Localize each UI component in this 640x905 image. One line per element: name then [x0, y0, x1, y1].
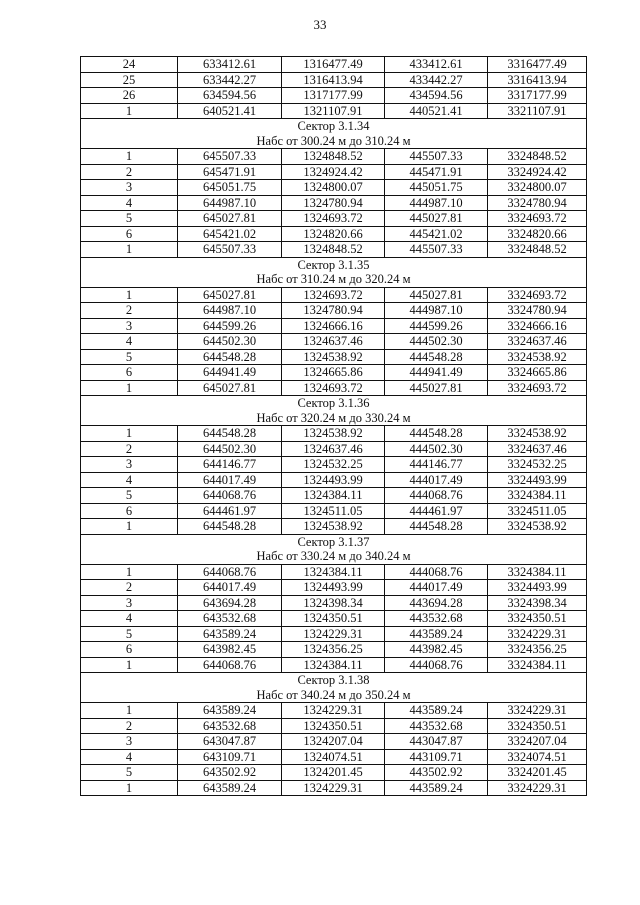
- coordinate-cell: 444068.76: [385, 657, 488, 673]
- coordinate-cell: 643532.68: [178, 611, 282, 627]
- coordinate-cell: 444599.26: [385, 318, 488, 334]
- coordinate-cell: 1324350.51: [282, 611, 385, 627]
- coordinate-cell: 443109.71: [385, 749, 488, 765]
- coordinate-cell: 1316477.49: [282, 57, 385, 73]
- coordinate-cell: 1316413.94: [282, 72, 385, 88]
- coordinate-cell: 3324665.86: [488, 365, 587, 381]
- coordinate-cell: 1324538.92: [282, 426, 385, 442]
- point-number-cell: 6: [81, 226, 178, 242]
- table-row: [81, 564, 587, 580]
- coordinate-cell: 443532.68: [385, 611, 488, 627]
- point-number-cell: 4: [81, 611, 178, 627]
- table-row: [81, 765, 587, 781]
- coordinate-cell: 443982.45: [385, 642, 488, 658]
- coordinate-cell: 633442.27: [178, 72, 282, 88]
- point-number-cell: 1: [81, 103, 178, 119]
- point-number-cell: 1: [81, 780, 178, 796]
- coordinate-cell: 633412.61: [178, 57, 282, 73]
- coordinate-cell: 433412.61: [385, 57, 488, 73]
- coordinate-cell: 3324398.34: [488, 595, 587, 611]
- coordinate-cell: 3324229.31: [488, 626, 587, 642]
- coordinate-cell: 644502.30: [178, 441, 282, 457]
- coordinate-cell: 3324511.05: [488, 503, 587, 519]
- sector-title-row: [81, 257, 587, 272]
- coordinate-cell: 645027.81: [178, 287, 282, 303]
- coordinate-cell: 643982.45: [178, 642, 282, 658]
- coordinate-cell: 3324384.11: [488, 488, 587, 504]
- point-number-cell: 1: [81, 380, 178, 396]
- coordinate-cell: 644146.77: [178, 457, 282, 473]
- coordinate-cell: 3324350.51: [488, 611, 587, 627]
- sector-height-range-row: [81, 411, 587, 426]
- coordinate-cell: 643532.68: [178, 718, 282, 734]
- sector-title-row: [81, 534, 587, 549]
- point-number-cell: 3: [81, 180, 178, 196]
- table-row: [81, 242, 587, 258]
- point-number-cell: 2: [81, 303, 178, 319]
- coordinate-cell: 445471.91: [385, 164, 488, 180]
- coordinate-cell: 1324207.04: [282, 734, 385, 750]
- coordinate-cell: 1324693.72: [282, 287, 385, 303]
- table-row: [81, 287, 587, 303]
- coordinate-cell: 643589.24: [178, 780, 282, 796]
- point-number-cell: 5: [81, 349, 178, 365]
- coordinate-cell: 1324666.16: [282, 318, 385, 334]
- coordinate-cell: 1324511.05: [282, 503, 385, 519]
- coordinate-cell: 444987.10: [385, 195, 488, 211]
- point-number-cell: 1: [81, 149, 178, 165]
- coordinate-cell: 644987.10: [178, 303, 282, 319]
- point-number-cell: 3: [81, 457, 178, 473]
- table-row: [81, 595, 587, 611]
- sector-title: Сектор 3.1.34: [81, 119, 587, 134]
- page-number: 33: [313, 17, 327, 32]
- point-number-cell: 26: [81, 88, 178, 104]
- sector-height-range-row: [81, 688, 587, 703]
- coordinate-cell: 444068.76: [385, 488, 488, 504]
- sector-title: Сектор 3.1.38: [81, 673, 587, 688]
- table-row: [81, 211, 587, 227]
- coordinate-cell: 1324538.92: [282, 519, 385, 535]
- point-number-cell: 4: [81, 334, 178, 350]
- coordinate-cell: 3324780.94: [488, 195, 587, 211]
- coordinate-cell: 3324201.45: [488, 765, 587, 781]
- point-number-cell: 24: [81, 57, 178, 73]
- coordinate-cell: 1324384.11: [282, 657, 385, 673]
- coordinate-cell: 3324350.51: [488, 718, 587, 734]
- table-row: [81, 611, 587, 627]
- coordinate-cell: 3321107.91: [488, 103, 587, 119]
- table-row: [81, 472, 587, 488]
- coordinate-cell: 644017.49: [178, 472, 282, 488]
- coordinate-cell: 645421.02: [178, 226, 282, 242]
- coordinate-cell: 1324350.51: [282, 718, 385, 734]
- coordinate-cell: 444068.76: [385, 564, 488, 580]
- table-row: [81, 657, 587, 673]
- coordinate-cell: 3324356.25: [488, 642, 587, 658]
- sector-title-row: [81, 119, 587, 134]
- point-number-cell: 6: [81, 365, 178, 381]
- coordinate-cell: 1324693.72: [282, 211, 385, 227]
- coordinate-cell: 3316477.49: [488, 57, 587, 73]
- coordinate-cell: 644461.97: [178, 503, 282, 519]
- coordinate-cell: 443694.28: [385, 595, 488, 611]
- coordinate-cell: 644548.28: [178, 349, 282, 365]
- coordinate-cell: 444461.97: [385, 503, 488, 519]
- coordinate-cell: 3324924.42: [488, 164, 587, 180]
- sector-title-row: [81, 396, 587, 411]
- coordinate-cell: 445507.33: [385, 149, 488, 165]
- coordinate-cell: 643109.71: [178, 749, 282, 765]
- table-row: [81, 488, 587, 504]
- table-row: [81, 349, 587, 365]
- coordinate-cell: 1324493.99: [282, 472, 385, 488]
- coordinate-cell: 1324693.72: [282, 380, 385, 396]
- table-row: [81, 626, 587, 642]
- coordinate-cell: 443047.87: [385, 734, 488, 750]
- point-number-cell: 2: [81, 718, 178, 734]
- coordinates-table: [80, 56, 587, 796]
- coordinate-cell: 1324229.31: [282, 703, 385, 719]
- coordinate-cell: 3324780.94: [488, 303, 587, 319]
- coordinate-cell: 445027.81: [385, 380, 488, 396]
- coordinate-cell: 3324693.72: [488, 380, 587, 396]
- point-number-cell: 5: [81, 488, 178, 504]
- coordinate-cell: 640521.41: [178, 103, 282, 119]
- coordinate-cell: 443589.24: [385, 703, 488, 719]
- coordinate-cell: 644502.30: [178, 334, 282, 350]
- coordinate-cell: 1324665.86: [282, 365, 385, 381]
- coordinate-cell: 3324848.52: [488, 149, 587, 165]
- point-number-cell: 25: [81, 72, 178, 88]
- coordinate-cell: 634594.56: [178, 88, 282, 104]
- coordinate-cell: 643694.28: [178, 595, 282, 611]
- coordinate-cell: 1324229.31: [282, 626, 385, 642]
- coordinate-cell: 443502.92: [385, 765, 488, 781]
- coordinate-cell: 3324384.11: [488, 564, 587, 580]
- coordinate-cell: 1324398.34: [282, 595, 385, 611]
- coordinate-cell: 1324074.51: [282, 749, 385, 765]
- table-row: [81, 318, 587, 334]
- coordinate-cell: 445507.33: [385, 242, 488, 258]
- coordinate-cell: 445027.81: [385, 211, 488, 227]
- coordinate-cell: 3324538.92: [488, 349, 587, 365]
- coordinate-cell: 645027.81: [178, 380, 282, 396]
- point-number-cell: 1: [81, 564, 178, 580]
- coordinate-cell: 3324229.31: [488, 703, 587, 719]
- sector-height-range: Набс от 340.24 м до 350.24 м: [81, 688, 587, 703]
- coordinate-cell: 3324848.52: [488, 242, 587, 258]
- point-number-cell: 4: [81, 749, 178, 765]
- point-number-cell: 1: [81, 703, 178, 719]
- coordinate-cell: 1324780.94: [282, 195, 385, 211]
- coordinate-cell: 3324800.07: [488, 180, 587, 196]
- coordinate-cell: 3324693.72: [488, 211, 587, 227]
- coordinate-cell: 1324532.25: [282, 457, 385, 473]
- coordinate-cell: 644068.76: [178, 488, 282, 504]
- coordinate-cell: 443589.24: [385, 626, 488, 642]
- coordinate-cell: 643047.87: [178, 734, 282, 750]
- coordinate-cell: 3324532.25: [488, 457, 587, 473]
- point-number-cell: 3: [81, 318, 178, 334]
- sector-height-range: Набс от 300.24 м до 310.24 м: [81, 134, 587, 149]
- coordinate-cell: 443589.24: [385, 780, 488, 796]
- coordinate-cell: 444502.30: [385, 334, 488, 350]
- table-row: [81, 57, 587, 73]
- table-row: [81, 380, 587, 396]
- point-number-cell: 2: [81, 441, 178, 457]
- point-number-cell: 4: [81, 472, 178, 488]
- sector-height-range: Набс от 320.24 м до 330.24 м: [81, 411, 587, 426]
- coordinate-cell: 1324848.52: [282, 242, 385, 258]
- coordinate-cell: 3324384.11: [488, 657, 587, 673]
- coordinate-cell: 444941.49: [385, 365, 488, 381]
- coordinate-cell: 440521.41: [385, 103, 488, 119]
- coordinate-cell: 433442.27: [385, 72, 488, 88]
- coordinate-cell: 644017.49: [178, 580, 282, 596]
- sector-height-range-row: [81, 134, 587, 149]
- point-number-cell: 6: [81, 642, 178, 658]
- coordinate-cell: 644941.49: [178, 365, 282, 381]
- sector-title: Сектор 3.1.37: [81, 534, 587, 549]
- coordinate-cell: 644548.28: [178, 519, 282, 535]
- point-number-cell: 1: [81, 657, 178, 673]
- table-row: [81, 780, 587, 796]
- coordinate-cell: 3324538.92: [488, 426, 587, 442]
- coordinate-cell: 645051.75: [178, 180, 282, 196]
- coordinate-cell: 1324384.11: [282, 488, 385, 504]
- point-number-cell: 1: [81, 287, 178, 303]
- coordinate-cell: 1321107.91: [282, 103, 385, 119]
- coordinate-cell: 643589.24: [178, 626, 282, 642]
- sector-height-range: Набс от 310.24 м до 320.24 м: [81, 272, 587, 287]
- table-row: [81, 457, 587, 473]
- table-row: [81, 503, 587, 519]
- coordinate-cell: 3324074.51: [488, 749, 587, 765]
- coordinate-cell: 1324848.52: [282, 149, 385, 165]
- coordinate-cell: 644987.10: [178, 195, 282, 211]
- coordinate-cell: 1324229.31: [282, 780, 385, 796]
- coordinate-cell: 444987.10: [385, 303, 488, 319]
- coordinate-cell: 1324780.94: [282, 303, 385, 319]
- point-number-cell: 1: [81, 426, 178, 442]
- coordinate-cell: 644548.28: [178, 426, 282, 442]
- coordinate-cell: 645507.33: [178, 242, 282, 258]
- coordinate-cell: 445421.02: [385, 226, 488, 242]
- coordinate-cell: 645507.33: [178, 149, 282, 165]
- coordinate-cell: 445051.75: [385, 180, 488, 196]
- table-row: [81, 642, 587, 658]
- coordinate-cell: 444017.49: [385, 580, 488, 596]
- coordinate-cell: 645471.91: [178, 164, 282, 180]
- table-row: [81, 164, 587, 180]
- coordinate-cell: 3324493.99: [488, 580, 587, 596]
- coordinate-cell: 1324820.66: [282, 226, 385, 242]
- point-number-cell: 6: [81, 503, 178, 519]
- coordinate-cell: 3324637.46: [488, 441, 587, 457]
- table-row: [81, 103, 587, 119]
- coordinate-cell: 3324207.04: [488, 734, 587, 750]
- table-row: [81, 426, 587, 442]
- coordinate-cell: 444548.28: [385, 426, 488, 442]
- coordinate-cell: 1324800.07: [282, 180, 385, 196]
- table-row: [81, 334, 587, 350]
- coordinate-cell: 1324637.46: [282, 441, 385, 457]
- table-row: [81, 195, 587, 211]
- sector-title: Сектор 3.1.35: [81, 257, 587, 272]
- coordinate-cell: 434594.56: [385, 88, 488, 104]
- coordinate-cell: 1317177.99: [282, 88, 385, 104]
- table-row: [81, 718, 587, 734]
- coordinate-cell: 1324384.11: [282, 564, 385, 580]
- point-number-cell: 3: [81, 734, 178, 750]
- coordinate-cell: 443532.68: [385, 718, 488, 734]
- coordinate-cell: 1324201.45: [282, 765, 385, 781]
- table-row: [81, 441, 587, 457]
- coordinates-table-body: [81, 57, 587, 796]
- table-row: [81, 580, 587, 596]
- coordinate-cell: 3324229.31: [488, 780, 587, 796]
- point-number-cell: 1: [81, 519, 178, 535]
- coordinate-cell: 3324693.72: [488, 287, 587, 303]
- table-row: [81, 226, 587, 242]
- sector-title-row: [81, 673, 587, 688]
- coordinate-cell: 444017.49: [385, 472, 488, 488]
- coordinate-cell: 444146.77: [385, 457, 488, 473]
- table-row: [81, 749, 587, 765]
- coordinate-cell: 1324538.92: [282, 349, 385, 365]
- point-number-cell: 5: [81, 626, 178, 642]
- table-row: [81, 88, 587, 104]
- coordinate-cell: 3316413.94: [488, 72, 587, 88]
- coordinate-cell: 645027.81: [178, 211, 282, 227]
- coordinate-cell: 1324493.99: [282, 580, 385, 596]
- coordinate-cell: 3324538.92: [488, 519, 587, 535]
- table-row: [81, 303, 587, 319]
- coordinate-cell: 3317177.99: [488, 88, 587, 104]
- coordinate-cell: 3324637.46: [488, 334, 587, 350]
- coordinate-cell: 644068.76: [178, 564, 282, 580]
- sector-height-range-row: [81, 272, 587, 287]
- coordinate-cell: 3324666.16: [488, 318, 587, 334]
- table-row: [81, 365, 587, 381]
- coordinate-cell: 1324356.25: [282, 642, 385, 658]
- coordinate-cell: 3324493.99: [488, 472, 587, 488]
- coordinate-cell: 445027.81: [385, 287, 488, 303]
- point-number-cell: 3: [81, 595, 178, 611]
- table-row: [81, 519, 587, 535]
- point-number-cell: 2: [81, 580, 178, 596]
- coordinate-cell: 444548.28: [385, 519, 488, 535]
- coordinate-cell: 644068.76: [178, 657, 282, 673]
- point-number-cell: 1: [81, 242, 178, 258]
- table-row: [81, 180, 587, 196]
- table-row: [81, 703, 587, 719]
- table-row: [81, 149, 587, 165]
- table-row: [81, 734, 587, 750]
- coordinate-cell: 1324637.46: [282, 334, 385, 350]
- coordinate-cell: 643502.92: [178, 765, 282, 781]
- coordinate-cell: 3324820.66: [488, 226, 587, 242]
- coordinate-cell: 444548.28: [385, 349, 488, 365]
- table-row: [81, 72, 587, 88]
- sector-height-range: Набс от 330.24 м до 340.24 м: [81, 549, 587, 564]
- coordinate-cell: 444502.30: [385, 441, 488, 457]
- point-number-cell: 2: [81, 164, 178, 180]
- point-number-cell: 5: [81, 765, 178, 781]
- point-number-cell: 5: [81, 211, 178, 227]
- point-number-cell: 4: [81, 195, 178, 211]
- coordinate-cell: 644599.26: [178, 318, 282, 334]
- sector-title: Сектор 3.1.36: [81, 396, 587, 411]
- sector-height-range-row: [81, 549, 587, 564]
- coordinate-cell: 1324924.42: [282, 164, 385, 180]
- coordinate-cell: 643589.24: [178, 703, 282, 719]
